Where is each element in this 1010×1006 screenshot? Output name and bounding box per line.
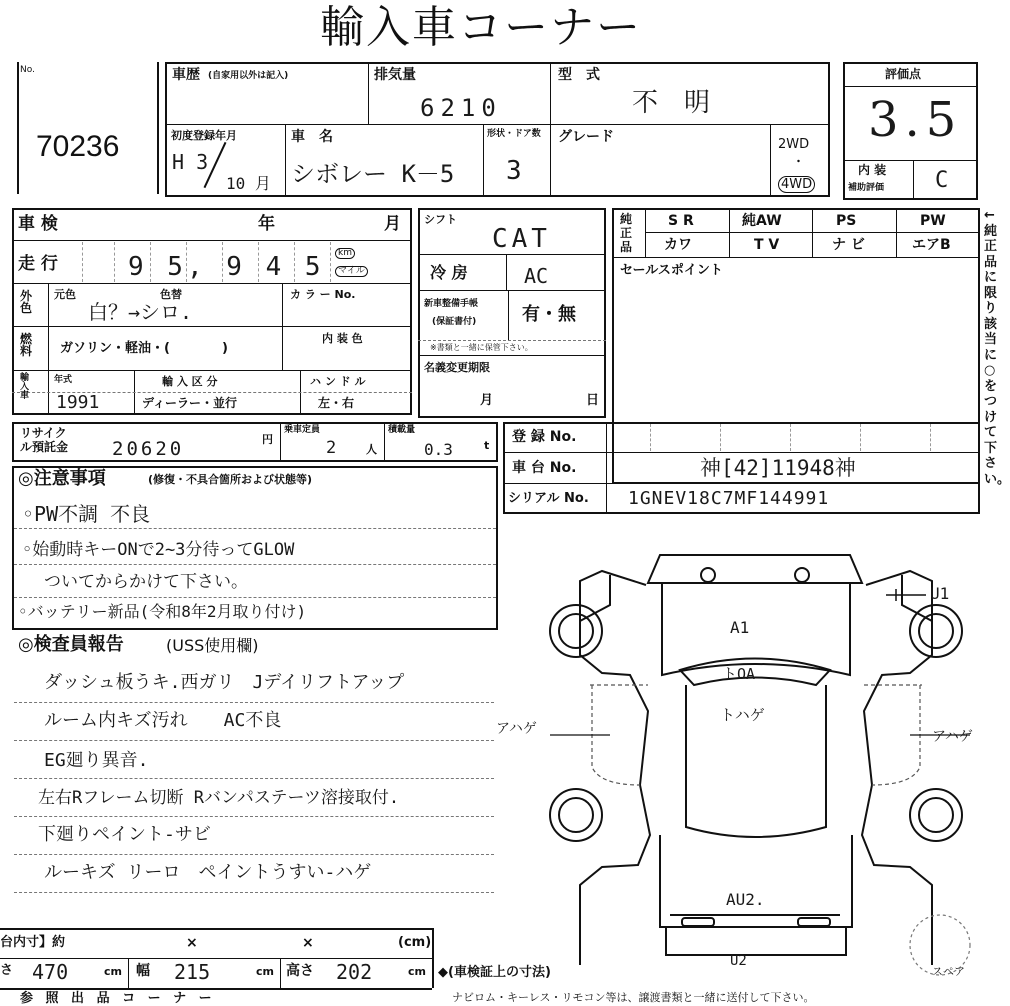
fuel-value: ガソリン・軽油・( ) [60, 341, 228, 356]
mark-hage-left: アハゲ [496, 721, 537, 737]
load-value: 0.3 [424, 440, 453, 459]
equipment-label: 純正品 [620, 212, 633, 254]
no-label: No. [20, 65, 35, 75]
vehicle-damage-diagram [540, 535, 980, 978]
serial-value: 1GNEV18C7MF144991 [628, 488, 830, 509]
equip-sr: S R [668, 213, 694, 229]
first-reg-label: 初度登録年月 [171, 129, 237, 142]
ext-color-value: 白？→シロ. [88, 300, 193, 324]
handle-label: ハ ン ド ル [310, 375, 366, 388]
recycle-label: リサイクル預託金 [20, 426, 69, 454]
bottom-left-label: 参 照 出 品 コ ー ナ ー [20, 991, 216, 1006]
equip-airbag: エアB [912, 237, 951, 253]
manual-value: 有・無 [522, 304, 576, 325]
grade-label: グレード [558, 129, 614, 145]
mark-a1: A1 [730, 618, 750, 637]
displacement-label: 排気量 [374, 67, 416, 83]
interior-grade: C [935, 168, 949, 193]
dims-unit: (cm) [398, 935, 432, 950]
mile-label: マイル [335, 266, 368, 277]
note-line-3: ついてからかけて下さい。 [44, 572, 248, 592]
mark-au2: AU2. [726, 890, 765, 909]
page-title: 輸入車コーナー [320, 2, 642, 53]
inspector-line-1: ダッシュ板うキ.西ガリ Jデイリフトアップ [44, 672, 405, 693]
interior-color-label: 内 装 色 [322, 332, 363, 345]
name-change-label: 名義変更期限 [424, 361, 490, 374]
history-sub: (自家用以外は記入) [208, 71, 289, 81]
chassis-label: 車 台 No. [512, 460, 577, 476]
mark-hage-right: アハゲ [932, 729, 973, 745]
sales-point-label: セールスポイント [620, 263, 723, 278]
ac-value: AC [524, 264, 549, 288]
color-no-label: カ ラ ー No. [290, 288, 356, 301]
equip-leather: カワ [664, 237, 692, 253]
shift-value: CAT [492, 224, 551, 254]
mark-hage-center: トハゲ [720, 706, 765, 724]
load-unit: t [484, 439, 490, 452]
model-value: 不 明 [632, 88, 711, 118]
inspector-title-sub: (USS使用欄) [166, 636, 259, 655]
height-label: 高さ [286, 963, 314, 979]
manual-sub: (保証書付) [432, 317, 477, 327]
ext-color-label: 外色 [20, 289, 33, 315]
mark-roa: トOA [722, 665, 756, 683]
width-label: 幅 [136, 963, 150, 979]
serial-label: シリアル No. [508, 491, 589, 506]
displacement-value: 6210 [420, 94, 502, 122]
inspector-line-3: EG廻り異音. [44, 750, 149, 771]
note-line-1: ◦PW不調 不良 [22, 502, 151, 526]
first-reg-era: H 3 [172, 150, 209, 174]
length-value: 470 [32, 960, 69, 984]
load-label: 積載量 [388, 425, 416, 435]
interior-sub: 補助評価 [848, 183, 885, 193]
model-year-label: 年式 [54, 375, 73, 385]
drive-4wd: 4WD [778, 176, 815, 193]
reg-label: 登 録 No. [512, 429, 577, 445]
equip-navi: ナ ビ [832, 237, 865, 253]
interior-label: 内 装 [858, 163, 887, 177]
spare-label: スペア [932, 965, 965, 978]
ac-label: 冷 房 [430, 263, 468, 282]
model-year-value: 1991 [56, 392, 100, 413]
notes-title-sub: (修復・不具合箇所および状態等) [148, 473, 313, 486]
history-label: 車歴 [172, 67, 200, 83]
orig-color-label: 元色 [54, 288, 76, 301]
mileage-label: 走 行 [18, 254, 58, 274]
recycle-yen: 円 [262, 433, 273, 446]
import-type-value: ディーラー・並行 [142, 396, 238, 410]
chassis-value: 神[42]11948神 [700, 456, 856, 480]
dims-header: 台内寸】約 [0, 935, 66, 950]
dims-times-2: × [302, 935, 314, 951]
model-label: 型 式 [558, 67, 600, 83]
dims-times-1: × [186, 935, 198, 951]
score-value: 3.5 [868, 92, 963, 148]
manual-note: ※書類と一緒に保管下さい。 [430, 343, 533, 352]
color-change-label: 色替 [160, 288, 182, 301]
inspector-line-6: ルーキズ リーロ ペイントうすい-ハゲ [44, 862, 372, 883]
km-label: km [335, 248, 355, 259]
first-reg-month: 10 月 [226, 174, 271, 193]
height-unit: cm [408, 965, 426, 978]
shaken-month-label: 月 [384, 214, 401, 234]
equip-tv: T V [754, 237, 780, 253]
fuel-label: 燃料 [20, 332, 33, 358]
side-note: ←純正品に限り該当に○をつけて下さい。 [984, 208, 1010, 487]
name-change-day: 日 [586, 393, 600, 408]
lot-number: 70236 [36, 130, 120, 163]
length-unit: cm [104, 965, 122, 978]
inspector-line-5: 下廻りペイント-サビ [38, 824, 211, 845]
note-line-4: ◦バッテリー新品(令和8年2月取り付け) [18, 602, 307, 621]
capacity-unit: 人 [366, 443, 377, 456]
shift-label: シフト [424, 213, 457, 226]
equip-ps: PS [836, 213, 857, 229]
drive-2wd: 2WD [778, 137, 810, 152]
car-name-label: 車 名 [291, 129, 333, 145]
shaken-year-label: 年 [258, 214, 275, 234]
mark-u2: U2 [730, 953, 747, 969]
doors-value: 3 [506, 156, 522, 186]
mileage-value: 9 5, 9 4 5 [128, 252, 325, 282]
inspector-line-2: ルーム内キズ汚れ AC不良 [44, 710, 282, 731]
inspector-title: ◎検査員報告 [18, 634, 124, 655]
width-unit: cm [256, 965, 274, 978]
import-label: 輸入車 [20, 373, 30, 401]
recycle-amount: 20620 [112, 438, 185, 460]
drive-dot: ・ [793, 155, 804, 168]
bottom-right-note: ナビロム・キーレス・リモコン等は、譲渡書類と一緒に送付して下さい。 [452, 991, 815, 1004]
manual-label: 新車整備手帳 [424, 299, 479, 309]
height-value: 202 [336, 960, 373, 984]
handle-value: 左・右 [318, 396, 355, 410]
mark-u1: U1 [930, 584, 950, 603]
length-label: さ [0, 963, 14, 978]
equip-aw: 純AW [742, 213, 782, 229]
car-name-value: シボレー K－5 [291, 160, 455, 188]
import-type-label: 輸 入 区 分 [162, 375, 218, 388]
width-value: 215 [174, 960, 211, 984]
note-line-2: ◦始動時キーONで2~3分待ってGLOW [22, 540, 295, 560]
capacity-value: 2 [326, 438, 337, 458]
notes-title: ◎注意事項 [18, 468, 106, 489]
score-label: 評価点 [885, 67, 922, 81]
doors-label: 形状・ドア数 [487, 129, 541, 139]
inspector-line-4: 左右Rフレーム切断 Rバンパステーツ溶接取付. [38, 788, 400, 808]
name-change-month: 月 [480, 393, 494, 408]
equip-pw: PW [920, 213, 946, 229]
shaken-label: 車 検 [18, 214, 58, 234]
shaken-dims-label: ◆(車検証上の寸法) [438, 965, 551, 980]
capacity-label: 乗車定員 [284, 425, 321, 435]
